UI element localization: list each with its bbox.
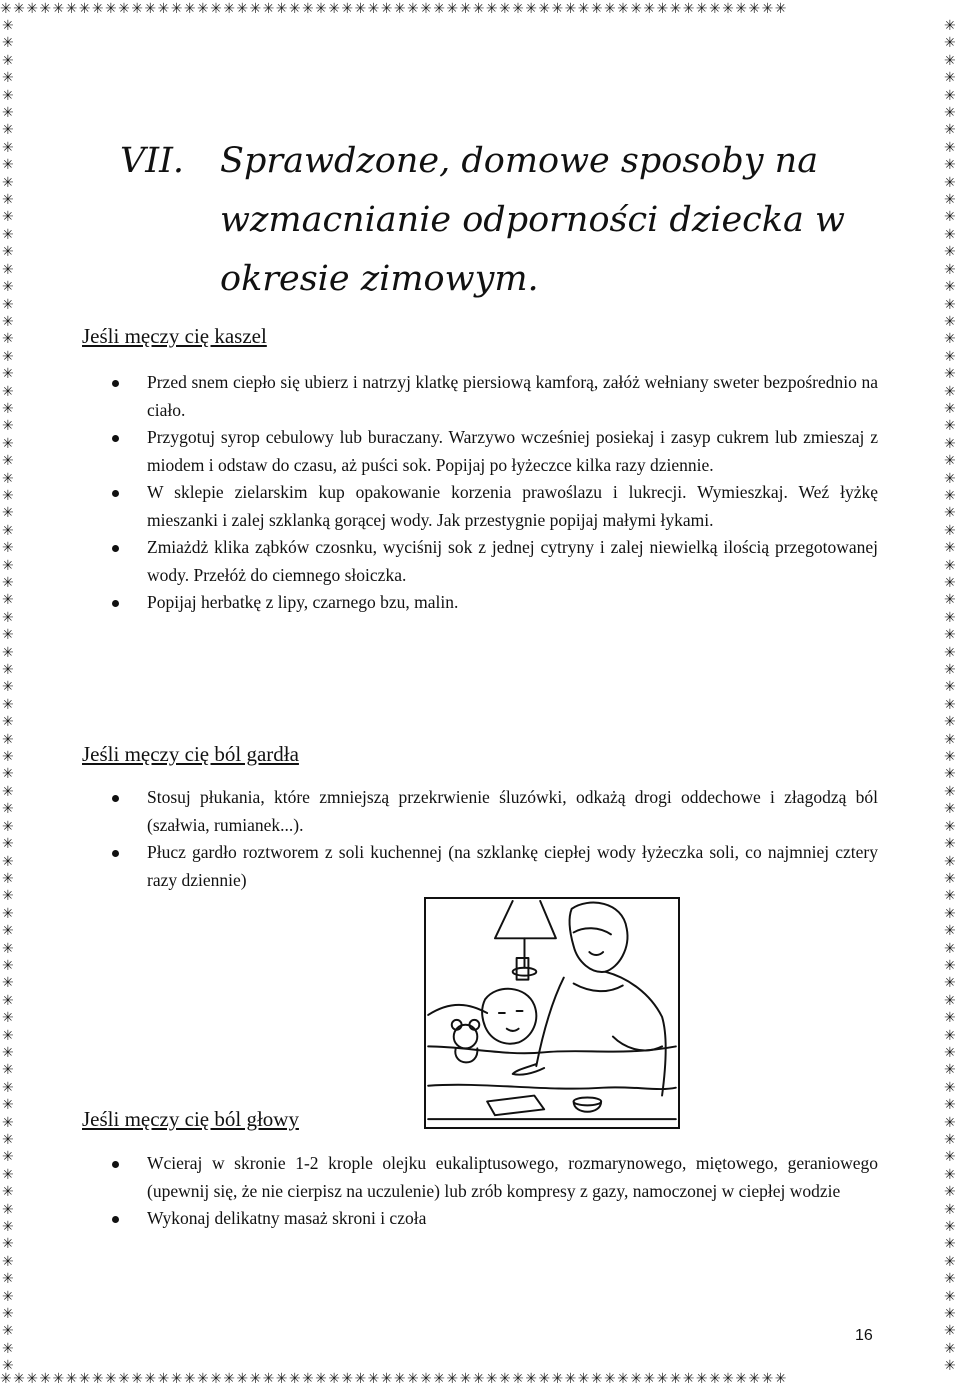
bullet-icon xyxy=(112,600,119,607)
headache-remedies-list xyxy=(82,1150,878,1233)
decorative-border-bottom: ✳✳✳✳✳✳✳✳✳✳✳✳✳✳✳✳✳✳✳✳✳✳✳✳✳✳✳✳✳✳✳✳✳✳✳✳✳✳✳✳✳✳✳✳✳✳✳✳✳✳✳✳✳✳✳✳✳✳✳✳ xyxy=(0,1372,788,1387)
list-item: Płucz gardło roztworem z soli kuchennej (na szklankę ciepłej wody łyżeczka soli, co najmniej cztery razy dziennie) xyxy=(82,839,878,894)
section-heading-cough: Jeśli męczy cię kaszel xyxy=(82,324,267,348)
sore-throat-remedies-list xyxy=(82,784,878,894)
list-item: Wykonaj delikatny masaż skroni i czoła xyxy=(82,1205,878,1233)
title-line-2: wzmacnianie odporności dziecka w xyxy=(220,200,845,240)
section-heading-headache: Jeśli męczy cię ból głowy xyxy=(82,1107,299,1131)
list-item: Stosuj płukania, które zmniejszą przekrwienie śluzówki, odkażą drogi oddechowe i złagodzą ból (szałwia, rumianek...). xyxy=(82,784,878,839)
bullet-icon xyxy=(112,545,119,552)
decorative-border-right: ✳✳✳✳✳✳✳✳✳✳✳✳✳✳✳✳✳✳✳✳✳✳✳✳✳✳✳✳✳✳✳✳✳✳✳✳✳✳✳✳✳✳✳✳✳✳✳✳✳✳✳✳✳✳✳✳✳✳✳✳✳✳✳✳✳✳✳✳✳✳✳✳✳✳✳✳✳✳ xyxy=(944,18,956,1372)
chapter-number: VII. xyxy=(120,141,185,181)
bullet-icon xyxy=(112,795,119,802)
bullet-icon xyxy=(112,490,119,497)
title-line-1: Sprawdzone, domowe sposoby na xyxy=(220,141,819,181)
sick-child-illustration xyxy=(424,897,680,1129)
bullet-icon xyxy=(112,850,119,857)
list-item: W sklepie zielarskim kup opakowanie korzenia prawoślazu i lukrecji. Wymieszkaj. Weź łyżkę mieszanki i zalej szklanką gorącej wody. Jak przestygnie popijaj małymi łykami. xyxy=(82,479,878,534)
list-item: Zmiażdż klika ząbków czosnku, wyciśnij sok z jednej cytryny i zalej niewielką ilością przegotowanej wody. Przełóż do ciemnego słoiczka. xyxy=(82,534,878,589)
bullet-icon xyxy=(112,435,119,442)
cough-remedies-list xyxy=(82,369,878,617)
page-number: 16 xyxy=(855,1327,873,1344)
decorative-border-left: ✳✳✳✳✳✳✳✳✳✳✳✳✳✳✳✳✳✳✳✳✳✳✳✳✳✳✳✳✳✳✳✳✳✳✳✳✳✳✳✳✳✳✳✳✳✳✳✳✳✳✳✳✳✳✳✳✳✳✳✳✳✳✳✳✳✳✳✳✳✳✳✳✳✳✳✳✳✳ xyxy=(2,18,14,1372)
bullet-icon xyxy=(112,1216,119,1223)
chapter-title xyxy=(120,132,880,309)
bullet-icon xyxy=(112,380,119,387)
section-heading-sore-throat: Jeśli męczy cię ból gardła xyxy=(82,742,299,766)
title-line-3: okresie zimowym. xyxy=(220,259,539,299)
list-item: Przygotuj syrop cebulowy lub buraczany. Warzywo wcześniej posiekaj i zasyp cukrem lub zmieszaj z miodem i odstaw do czasu, aż puści sok. Popijaj po łyżeczce kilka razy dziennie. xyxy=(82,424,878,479)
decorative-border-top: ✳✳✳✳✳✳✳✳✳✳✳✳✳✳✳✳✳✳✳✳✳✳✳✳✳✳✳✳✳✳✳✳✳✳✳✳✳✳✳✳✳✳✳✳✳✳✳✳✳✳✳✳✳✳✳✳✳✳✳✳ xyxy=(0,2,788,17)
list-item: Wcieraj w skronie 1-2 krople olejku eukaliptusowego, rozmarynowego, miętowego, geraniowego (upewnij się, że nie cierpisz na uczulenie) lub zrób kompresy z gazy, namoczonej w ciepłej wodzie xyxy=(82,1150,878,1205)
bullet-icon xyxy=(112,1161,119,1168)
list-item: Przed snem ciepło się ubierz i natrzyj klatkę piersiową kamforą, załóż wełniany sweter bezpośrednio na ciało. xyxy=(82,369,878,424)
list-item: Popijaj herbatkę z lipy, czarnego bzu, malin. xyxy=(82,589,878,617)
